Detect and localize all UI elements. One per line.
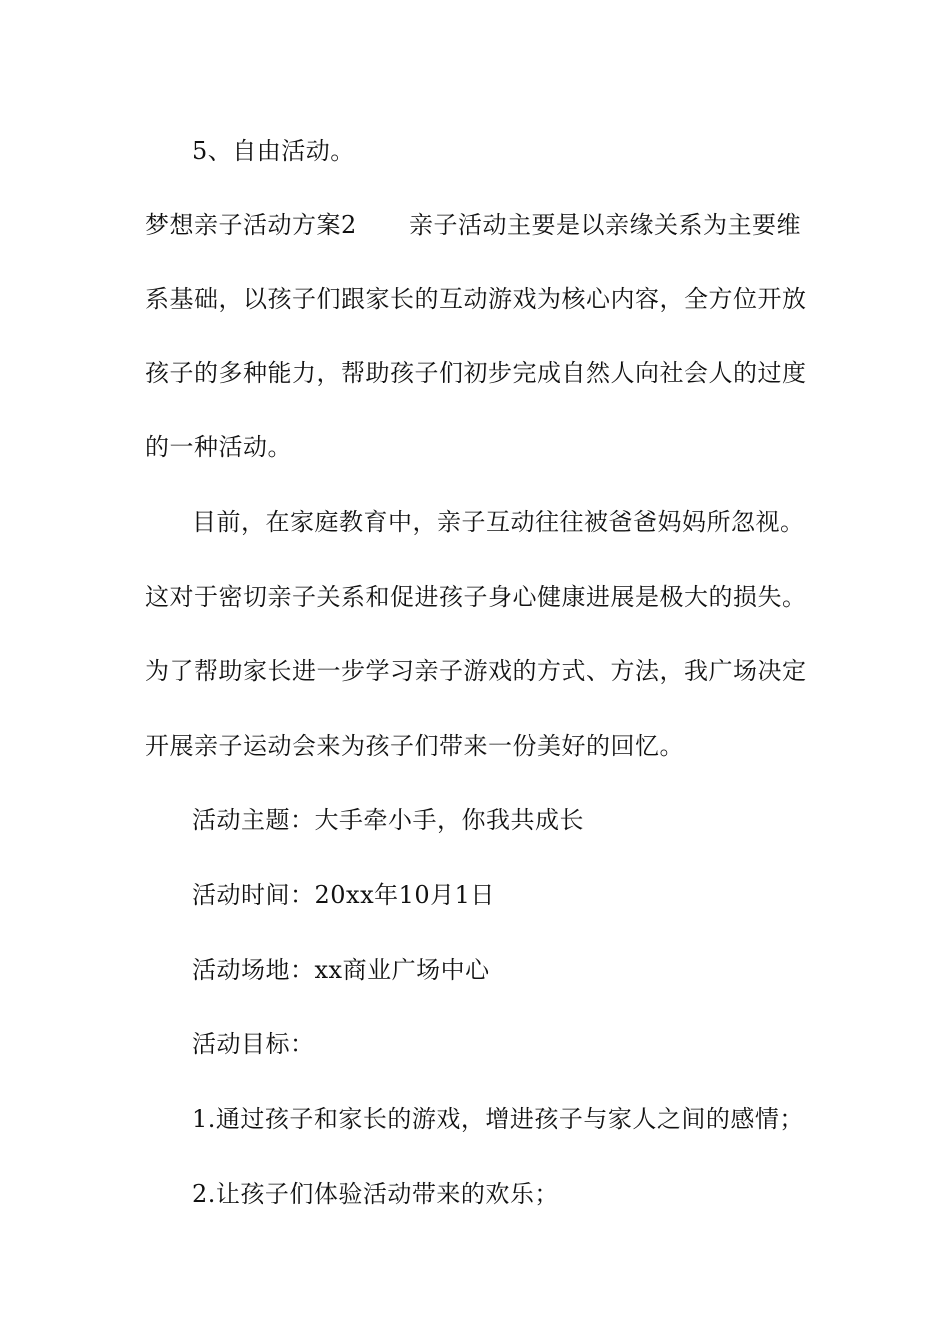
text-line: 系基础，以孩子们跟家长的互动游戏为核心内容，全方位开放 bbox=[145, 285, 807, 313]
paragraph-text: 亲子活动主要是以亲缘关系为主要维 bbox=[409, 211, 801, 239]
text-line: 的一种活动。 bbox=[145, 433, 292, 461]
text-line: 为了帮助家长进一步学习亲子游戏的方式、方法，我广场决定 bbox=[145, 657, 807, 685]
text-line: 5、自由活动。 bbox=[192, 137, 355, 165]
text-line bbox=[145, 210, 825, 240]
section-title: 梦想亲子活动方案2 bbox=[145, 211, 357, 239]
activity-venue: 活动场地：xx商业广场中心 bbox=[192, 956, 490, 984]
text-line: 目前，在家庭教育中，亲子互动往往被爸爸妈妈所忽视。 bbox=[192, 508, 805, 536]
activity-theme: 活动主题：大手牵小手，你我共成长 bbox=[192, 806, 584, 834]
goal-item: 1.通过孩子和家长的游戏，增进孩子与家人之间的感情； bbox=[192, 1105, 804, 1133]
goal-item: 2.让孩子们体验活动带来的欢乐； bbox=[192, 1180, 559, 1208]
activity-goals-heading: 活动目标： bbox=[192, 1030, 315, 1058]
text-line: 孩子的多种能力，帮助孩子们初步完成自然人向社会人的过度 bbox=[145, 359, 807, 387]
activity-time: 活动时间：20xx年10月1日 bbox=[192, 881, 495, 909]
text-line: 这对于密切亲子关系和促进孩子身心健康进展是极大的损失。 bbox=[145, 583, 807, 611]
text-line: 开展亲子运动会来为孩子们带来一份美好的回忆。 bbox=[145, 732, 684, 760]
